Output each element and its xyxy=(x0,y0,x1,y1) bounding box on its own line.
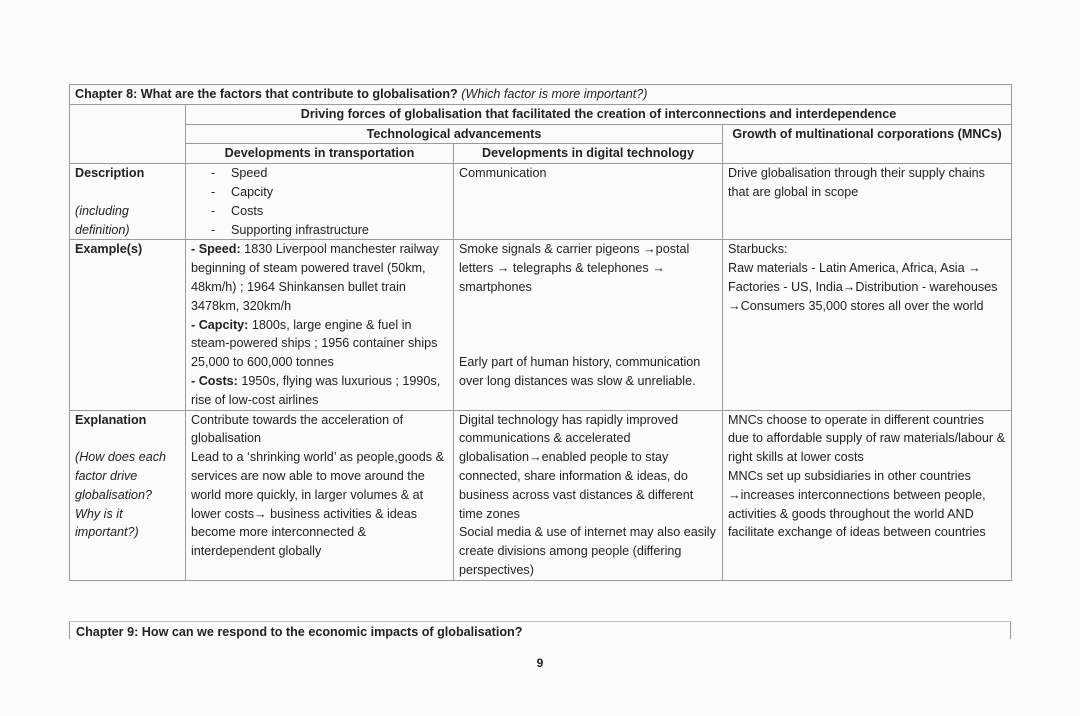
empty-corner-cell xyxy=(70,104,186,124)
mnc-example-title: Starbucks: xyxy=(728,242,788,257)
tech-advancements-header: Technological advancements xyxy=(186,124,723,144)
digital-explanation-cell xyxy=(454,410,723,580)
transport-factor-list xyxy=(191,164,448,239)
explanation-label: Explanation xyxy=(75,412,147,427)
page-number: 9 xyxy=(536,656,544,670)
description-row xyxy=(70,164,1012,240)
mnc-examples-cell xyxy=(723,240,1012,410)
description-note: (including definition) xyxy=(75,203,130,237)
mnc-explanation-2: MNCs set up subsidiaries in other countries →increases interconnections between people, activities & goods throughout the world AND facilitate exchange of ideas between countries xyxy=(728,468,986,540)
driving-forces-header: Driving forces of globalisation that facilitated the creation of interconnections and interdependence xyxy=(186,104,1012,124)
digital-description-cell: Communication xyxy=(454,164,723,240)
mnc-explanation-1: MNCs choose to operate in different countries due to affordable supply of raw materials/labour & right skills at lower costs xyxy=(728,412,1005,465)
globalisation-factors-table xyxy=(69,84,1012,581)
digital-example-2: Early part of human history, communication over long distances was slow & unreliable. xyxy=(459,354,701,388)
transport-explanation-2: Lead to a ‘shrinking world’ as people,goods & services are now able to move around the world more quickly, in larger volumes & at lower costs→ business activities & ideas become more interconnected & interdependent globally xyxy=(191,450,444,559)
chapter-8-title-cell xyxy=(70,85,1012,105)
empty-corner-cell-2 xyxy=(70,124,186,144)
empty-corner-cell-3 xyxy=(70,144,186,164)
digital-explanation-2: Social media & use of internet may also easily create divisions among people (differing perspectives) xyxy=(459,525,716,577)
explanation-label-cell xyxy=(70,410,186,580)
category-header-row xyxy=(70,124,1012,144)
mnc-example-text: Raw materials - Latin America, Africa, Asia → Factories - US, India→Distribution - warehouses →Consumers 35,000 stores all over the world xyxy=(728,261,998,313)
explanation-row xyxy=(70,410,1012,580)
chapter-8-title: Chapter 8: What are the factors that contribute to globalisation? xyxy=(75,87,458,101)
description-label-cell xyxy=(70,164,186,240)
driving-forces-row xyxy=(70,104,1012,124)
list-item: - Speed xyxy=(191,164,448,183)
transport-explanation-cell xyxy=(186,410,454,580)
transport-examples-cell xyxy=(186,240,454,410)
chapter-9-title: Chapter 9: How can we respond to the economic impacts of globalisation? xyxy=(69,621,1011,639)
list-item: - Capcity xyxy=(191,183,448,202)
costs-example: - Costs: 1950s, flying was luxurious ; 1990s, rise of low-cost airlines xyxy=(191,373,441,407)
capcity-example: - Capcity: 1800s, large engine & fuel in steam-powered ships ; 1956 container ships 25,000 to 600,000 tonnes xyxy=(191,317,438,370)
mnc-description-cell: Drive globalisation through their supply chains that are global in scope xyxy=(723,164,1012,240)
transport-explanation-1: Contribute towards the acceleration of globalisation xyxy=(191,412,404,446)
speed-example: - Speed: 1830 Liverpool manchester railway beginning of steam powered travel (50km, 48km/h) ; 1964 Shinkansen bullet train 3478km, 320km/h xyxy=(191,242,439,313)
examples-label: Example(s) xyxy=(70,240,186,410)
examples-row xyxy=(70,240,1012,410)
mnc-explanation-cell xyxy=(723,410,1012,580)
mnc-header: Growth of multinational corporations (MNCs) xyxy=(723,124,1012,164)
digital-explanation-1: Digital technology has rapidly improved communications & accelerated globalisation→enabled people to stay connected, share information & ideas, do business across vast distances & different time zones xyxy=(459,412,694,521)
list-item: - Supporting infrastructure xyxy=(191,221,448,240)
chapter-8-subtitle: (Which factor is more important?) xyxy=(461,87,648,101)
transport-description-cell xyxy=(186,164,454,240)
explanation-note: (How does each factor drive globalisation? Why is it important?) xyxy=(75,450,167,540)
digital-examples-cell xyxy=(454,240,723,410)
chapter-title-row xyxy=(70,85,1012,105)
description-label: Description xyxy=(75,166,145,181)
transportation-header: Developments in transportation xyxy=(186,144,454,164)
digital-example-1: Smoke signals & carrier pigeons →postal letters → telegraphs & telephones → smartphones xyxy=(459,242,690,294)
list-item: - Costs xyxy=(191,202,448,221)
digital-technology-header: Developments in digital technology xyxy=(454,144,723,164)
